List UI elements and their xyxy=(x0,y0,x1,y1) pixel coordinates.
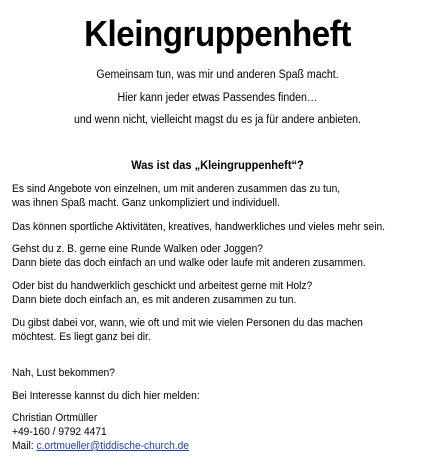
paragraph-3-line-1: Gehst du z. B. gerne eine Runde Walken oder Joggen? xyxy=(12,243,263,255)
closing-question: Nah, Lust bekommen? xyxy=(12,367,115,379)
paragraph-4-line-1: Oder bist du handwerklich geschickt und arbeitest gerne mit Holz? xyxy=(12,280,313,292)
paragraph-1-line-2: was ihnen Spaß macht. Ganz unkompliziert und individuell. xyxy=(12,197,280,209)
paragraph-5-line-2: möchtest. Es liegt ganz bei dir. xyxy=(12,331,151,343)
section-heading: Was ist das „Kleingruppenheft“? xyxy=(131,158,304,172)
intro-line-3: und wenn nicht, vielleicht magst du es ja für andere anbieten. xyxy=(73,114,362,126)
mail-label: Mail: xyxy=(12,440,34,452)
closing-invitation: Bei Interesse kannst du dich hier melden: xyxy=(12,390,200,402)
email-link[interactable]: c.ortmueller@tiddische-church.de xyxy=(36,440,189,452)
contact-name: Christian Ortmüller xyxy=(12,412,98,424)
paragraph-3-line-2: Dann biete das doch einfach an und walke oder laufe mit anderen zusammen. xyxy=(12,257,366,269)
contact-mail-row xyxy=(12,439,403,453)
contact-phone: +49-160 / 9792 4471 xyxy=(12,426,107,438)
paragraph-1-line-1: Es sind Angebote von einzelnen, um mit anderen zusammen das zu tun, xyxy=(12,183,341,195)
paragraph-4-line-2: Dann biete doch einfach an, es mit anderen zusammen zu tun. xyxy=(12,294,297,306)
intro-line-1: Gemeinsam tun, was mir und anderen Spaß macht. xyxy=(96,69,339,81)
intro-line-2: Hier kann jeder etwas Passendes finden… xyxy=(117,92,318,104)
paragraph-2-line-1: Das können sportliche Aktivitäten, kreatives, handwerkliches und vieles mehr sein. xyxy=(12,221,386,233)
page-title: Kleingruppenheft xyxy=(84,13,351,54)
paragraph-5-line-1: Du gibst dabei vor, wann, wie oft und mit wie vielen Personen du das machen xyxy=(12,317,363,329)
